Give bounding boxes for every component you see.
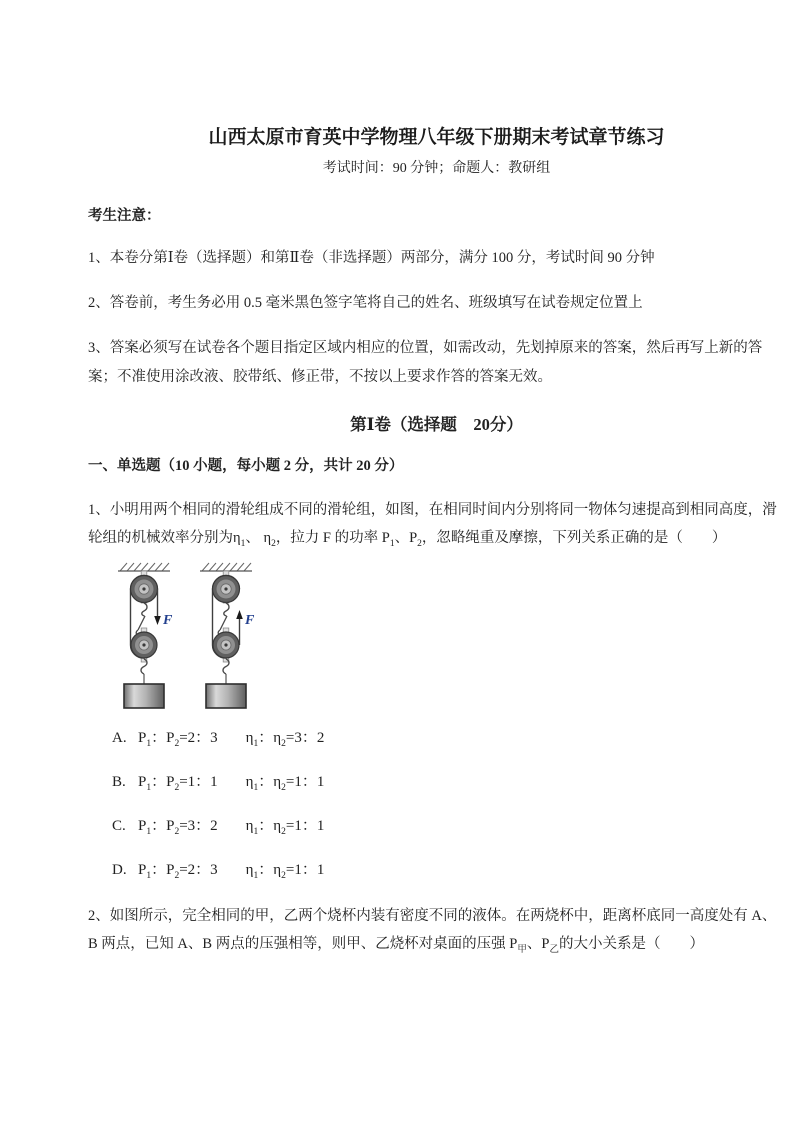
force-label: F [245,613,255,628]
option-c [112,814,785,837]
subsection-title: 一、单选题（10 小题，每小题 2 分，共计 20 分） [88,458,404,474]
fixed-pulley-axle [224,587,227,590]
option-a-power-ratio: $P_1$：$P_2=2$：3 [138,730,218,749]
force-arrow-down-icon [154,616,161,625]
question-1-options [88,726,785,881]
ceiling-hatch [202,563,251,571]
option-a-efficiency-ratio: $\eta_1$：$\eta_2=3$：2 [245,730,325,749]
notice-label: 考生注意： [88,208,161,224]
option-d-power-ratio: $P_1$：$P_2=2$：3 [138,862,218,881]
movable-pulley-axle [142,643,145,646]
weight-block [206,684,246,708]
fixed-pulley-axle [142,587,145,590]
force-arrow-up-icon [236,610,243,619]
option-d-efficiency-ratio: $\eta_1$：$\eta_2=1$：1 [245,862,325,881]
notice-item-3: 3、答案必须写在试卷各个题目指定区域内相应的位置，如需改动，先划掉原来的答案，然后再写上新的答案；不准使用涂改液、胶带纸、修正带，不按以上要求作答的答案无效。 [88,340,763,385]
page-title: 山西太原市育英中学物理八年级下册期末考试章节练习 [208,127,665,148]
option-a [112,726,785,749]
question-1-stem: 1、小明用两个相同的滑轮组成不同的滑轮组，如图，在相同时间内分别将同一物体匀速提高到相同高度，滑轮组的机械效率分别为$\eta_1$、 $\eta_2$，拉力 F 的功率 $P_1$、$P_2$，忽略绳重及摩擦，下列关系正确的是（ ） [88,502,777,549]
pulley-diagram [110,558,785,710]
ceiling-hatch [120,563,169,571]
notice-item-2: 2、答卷前，考生务必用 0.5 毫米黑色签字笔将自己的姓名、班级填写在试卷规定位置上 [88,295,643,311]
pulley-diagram-svg [110,558,262,710]
option-b-efficiency-ratio: $\eta_1$：$\eta_2=1$：1 [245,774,325,793]
option-a-letter: A. [112,730,127,746]
option-c-letter: C. [112,818,126,834]
weight-block [124,684,164,708]
fixed-pulley-hook [224,603,229,616]
pulley-system-right [200,563,255,708]
fixed-pulley-hook [142,603,147,616]
movable-pulley-axle [224,643,227,646]
force-label: F [163,613,173,628]
option-b-letter: B. [112,774,126,790]
pulley-system-left [118,563,173,708]
option-d-letter: D. [112,862,127,878]
section-title: 第Ⅰ卷（选择题 20分） [350,415,523,434]
option-d [112,858,785,881]
exam-meta: 考试时间：90 分钟；命题人：教研组 [322,161,551,176]
option-b-power-ratio: $P_1$：$P_2=1$：1 [138,774,218,793]
question-2-stem: 2、如图所示，完全相同的甲，乙两个烧杯内装有密度不同的液体。在两烧杯中，距离杯底同一高度处有 A、B 两点，已知 A、B 两点的压强相等，则甲、乙烧杯对桌面的压强 $P_甲$、$P_乙$的大小关系是（ ） [88,908,777,955]
option-c-power-ratio: $P_1$：$P_2=3$：2 [138,818,218,837]
option-b [112,770,785,793]
option-c-efficiency-ratio: $\eta_1$：$\eta_2=1$：1 [245,818,325,837]
notice-item-1: 1、本卷分第Ⅰ卷（选择题）和第Ⅱ卷（非选择题）两部分，满分 100 分，考试时间 90 分钟 [88,250,655,266]
